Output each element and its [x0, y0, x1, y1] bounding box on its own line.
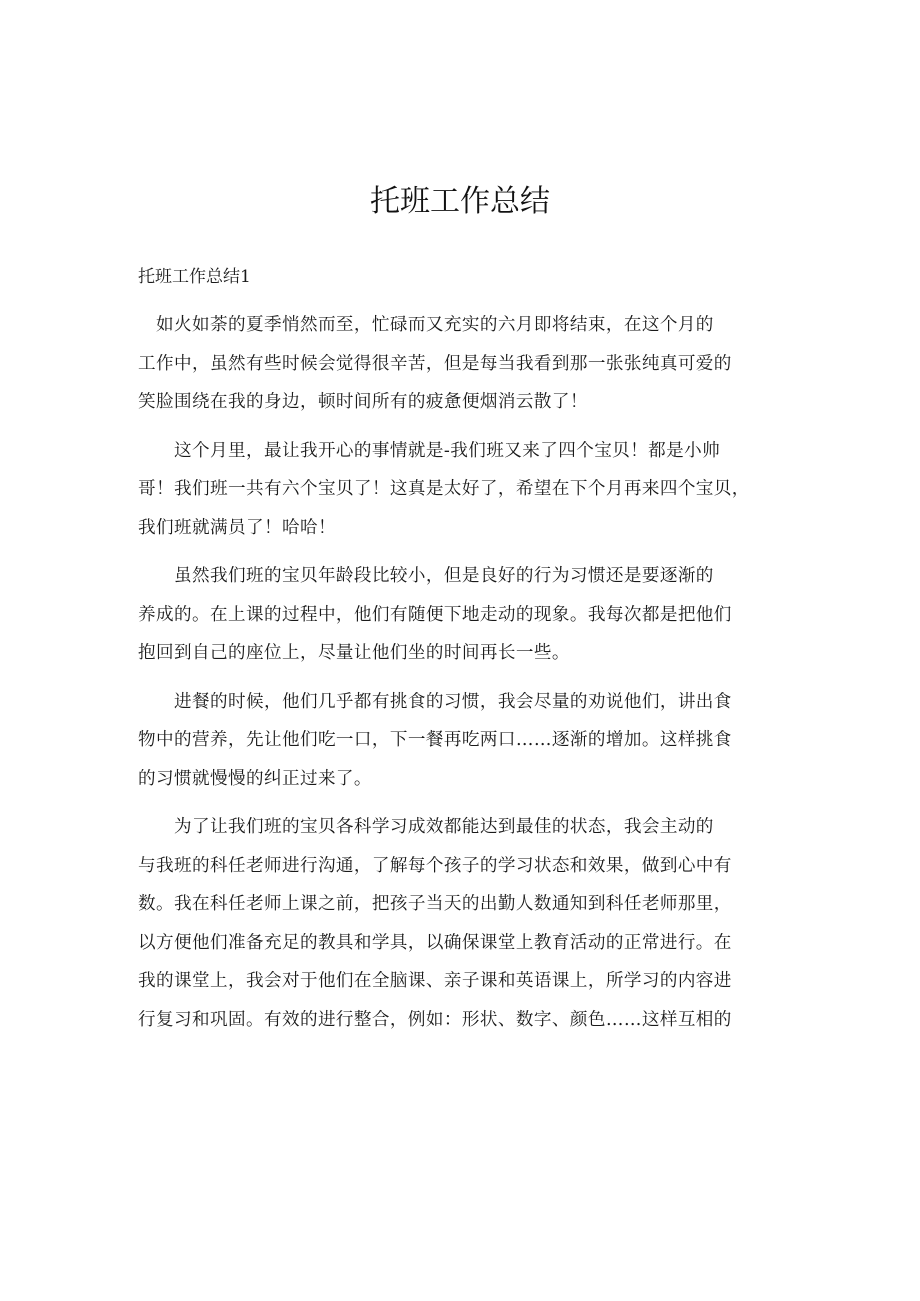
paragraph-line: 数。我在科任老师上课之前，把孩子当天的出勤人数通知到科任老师那里，	[138, 894, 732, 914]
document-title: 托班工作总结	[370, 184, 550, 220]
paragraph-line: 的习惯就慢慢的纠正过来了。	[138, 768, 372, 789]
section-heading: 托班工作总结1	[138, 267, 251, 287]
paragraph-line: 进餐的时候，他们几乎都有挑食的习惯，我会尽量的劝说他们，讲出食	[138, 691, 732, 712]
paragraph-line: 虽然我们班的宝贝年龄段比较小，但是良好的行为习惯还是要逐渐的	[138, 566, 714, 586]
paragraph-line: 如火如荼的夏季悄然而至，忙碌而又充实的六月即将结束，在这个月的	[138, 315, 714, 335]
paragraph-line: 养成的。在上课的过程中，他们有随便下地走动的现象。我每次都是把他们	[138, 604, 732, 625]
paragraph-line: 我们班就满员了！哈哈！	[138, 517, 336, 538]
paragraph-line: 行复习和巩固。有效的进行整合，例如：形状、数字、颜色……这样互相的	[138, 1009, 732, 1030]
paragraph-line: 我的课堂上，我会对于他们在全脑课、亲子课和英语课上，所学习的内容进	[138, 971, 732, 991]
paragraph-line: 为了让我们班的宝贝各科学习成效都能达到最佳的状态，我会主动的	[138, 817, 714, 837]
paragraph-line: 以方便他们准备充足的教具和学具，以确保课堂上教育活动的正常进行。在	[138, 932, 732, 953]
paragraph-line: 抱回到自己的座位上，尽量让他们坐的时间再长一些。	[138, 643, 570, 663]
paragraph-1	[138, 306, 798, 422]
paragraph-line: 这个月里，最让我开心的事情就是-我们班又来了四个宝贝！都是小帅	[138, 440, 721, 461]
paragraph-line: 笑脸围绕在我的身边，顿时间所有的疲惫便烟消云散了！	[138, 392, 588, 412]
paragraph-2	[138, 432, 798, 548]
paragraph-line: 与我班的科任老师进行沟通，了解每个孩子的学习状态和效果，做到心中有	[138, 855, 732, 876]
paragraph-4	[138, 683, 798, 799]
paragraph-line: 物中的营养，先让他们吃一口，下一餐再吃两口……逐渐的增加。这样挑食	[138, 730, 732, 750]
paragraph-3	[138, 557, 798, 673]
paragraph-5	[138, 808, 798, 1039]
paragraph-line: 哥！我们班一共有六个宝贝了！这真是太好了，希望在下个月再来四个宝贝，	[138, 479, 750, 499]
paragraph-line: 工作中，虽然有些时候会觉得很辛苦，但是每当我看到那一张张纯真可爱的	[138, 353, 732, 374]
document-body	[138, 258, 798, 1049]
